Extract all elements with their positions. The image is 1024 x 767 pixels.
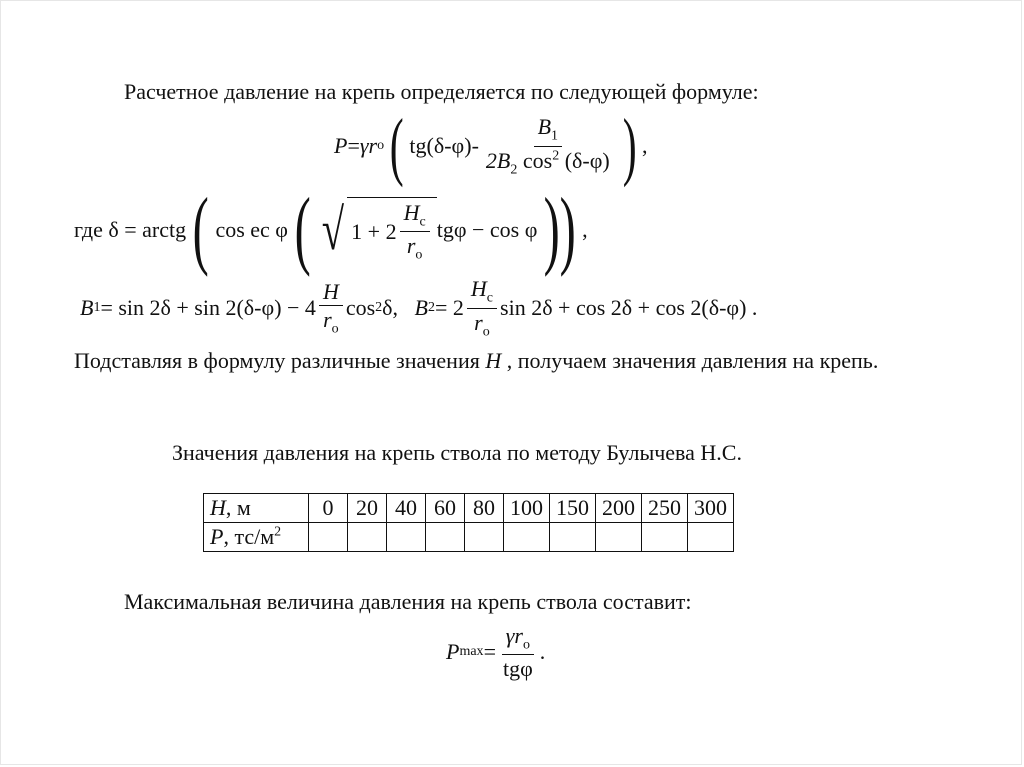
sqrt-frac-den: r	[406, 233, 416, 258]
depth-label: H, м	[204, 494, 309, 523]
pmax-eq: =	[483, 639, 496, 664]
pressure-cell	[596, 523, 642, 552]
formula-p-sub-o: o	[377, 138, 385, 153]
formula-delta-cosec: cos ec φ	[215, 217, 289, 242]
pmax-fraction	[499, 623, 537, 682]
pressure-cell	[387, 523, 426, 552]
b2-frac-den-sub: o	[482, 323, 490, 339]
depth-cell: 200	[596, 494, 642, 523]
sqrt-frac-num: H	[403, 199, 420, 225]
formula-p-eq: =	[347, 133, 360, 158]
pmax-den: tgφ	[502, 656, 533, 682]
frac-num-sub: 1	[551, 128, 559, 144]
pmax-lhs: P	[446, 639, 460, 664]
pmax-num: γr	[505, 622, 523, 648]
depth-cell: 300	[688, 494, 734, 523]
frac-den-cos: cos	[517, 147, 553, 173]
pmax-sub: max	[459, 644, 484, 659]
pressure-cell	[426, 523, 465, 552]
depth-cell: 100	[504, 494, 550, 523]
formula-delta-where: где	[74, 217, 103, 242]
inner-left-paren: (	[294, 181, 311, 278]
sqrt-frac-den-sub: o	[415, 247, 423, 263]
table-row-depth	[204, 494, 734, 523]
formula-delta-lhs: δ = arctg	[108, 217, 187, 242]
depth-cell: 20	[348, 494, 387, 523]
b2-frac-num: H	[470, 276, 487, 302]
b2-end: sin 2δ + cos 2δ + cos 2(δ-φ) .	[500, 295, 758, 320]
sqrt-expression	[317, 197, 436, 264]
pressure-cell	[688, 523, 734, 552]
para-var: H	[485, 348, 502, 373]
frac-num-b: B	[537, 114, 552, 140]
depth-cell: 40	[387, 494, 426, 523]
sqrt-sign: √	[322, 197, 345, 262]
depth-cell: 150	[550, 494, 596, 523]
b1-frac-den-sub: o	[331, 321, 339, 337]
b2-frac-den: r	[474, 309, 483, 335]
formula-p-comma: ,	[642, 133, 648, 158]
formula-p-tg: tg(δ-φ)-	[409, 133, 479, 158]
formula-pmax	[446, 620, 545, 684]
b1-fraction	[319, 279, 343, 338]
depth-cell: 250	[642, 494, 688, 523]
sqrt-fraction	[400, 200, 430, 264]
max-pressure-text: Максимальная величина давления на крепь ствола составит:	[124, 589, 692, 614]
formula-p-gamma-r: γr	[359, 133, 378, 158]
para-part2: , получаем значения давления на крепь.	[501, 348, 879, 373]
frac-den-arg: (δ-φ)	[559, 147, 610, 173]
sqrt-frac-num-sub: c	[419, 213, 426, 229]
para-part1: Подставляя в формулу различные значения	[74, 348, 486, 373]
table-row-pressure	[204, 523, 734, 552]
depth-cell: 60	[426, 494, 465, 523]
b2-expr: = 2	[434, 295, 464, 320]
table-caption: Значения давления на крепь ствола по методу Булычева Н.С.	[172, 440, 742, 465]
b1-frac-den: r	[323, 306, 332, 332]
pressure-cell	[348, 523, 387, 552]
left-paren: (	[389, 104, 404, 188]
b1-expr: = sin 2δ + sin 2(δ-φ) − 4	[100, 295, 316, 320]
formula-delta-comma: ,	[582, 217, 588, 242]
outer-left-paren: (	[192, 181, 209, 278]
pmax-num-sub: o	[523, 637, 530, 652]
pressure-label: P, $тс/м^2$	[204, 523, 309, 552]
pressure-table	[203, 493, 734, 552]
b1-cos-sup: 2	[375, 300, 383, 315]
pressure-cell	[642, 523, 688, 552]
b1-cos: cos	[345, 295, 376, 320]
sqrt-one-plus: 1 + 2	[351, 218, 397, 244]
pressure-cell	[504, 523, 550, 552]
frac-den-b: 2B	[485, 147, 511, 173]
outer-right-paren: )	[559, 181, 576, 278]
b1-frac-num: H	[319, 279, 343, 306]
frac-den-sub: 2	[510, 161, 518, 177]
formula-p-lhs: P	[334, 133, 348, 158]
inner-right-paren: )	[544, 181, 561, 278]
pressure-cell	[465, 523, 504, 552]
depth-cell: 0	[309, 494, 348, 523]
pressure-cell	[309, 523, 348, 552]
b1-end: δ,	[382, 295, 399, 320]
substitution-paragraph	[74, 346, 944, 376]
depth-cell: 80	[465, 494, 504, 523]
right-paren: )	[622, 104, 637, 188]
b2-fraction	[467, 276, 497, 340]
b2-frac-num-sub: c	[486, 290, 494, 306]
b2-sub: 2	[427, 300, 435, 315]
intro-text: Расчетное давление на крепь определяется по следующей формуле:	[124, 79, 759, 104]
formula-p-fraction	[482, 114, 614, 178]
formula-delta-tail: tgφ − cos φ	[436, 217, 538, 242]
frac-den-sup: 2	[552, 148, 560, 164]
b1-lhs: B	[80, 295, 94, 320]
pmax-dot: .	[539, 639, 546, 664]
formula-b	[80, 276, 757, 340]
formula-delta	[74, 181, 588, 278]
formula-p	[334, 104, 648, 188]
pressure-cell	[550, 523, 596, 552]
b1-sub: 1	[93, 300, 101, 315]
b2-lhs: B	[414, 295, 428, 320]
